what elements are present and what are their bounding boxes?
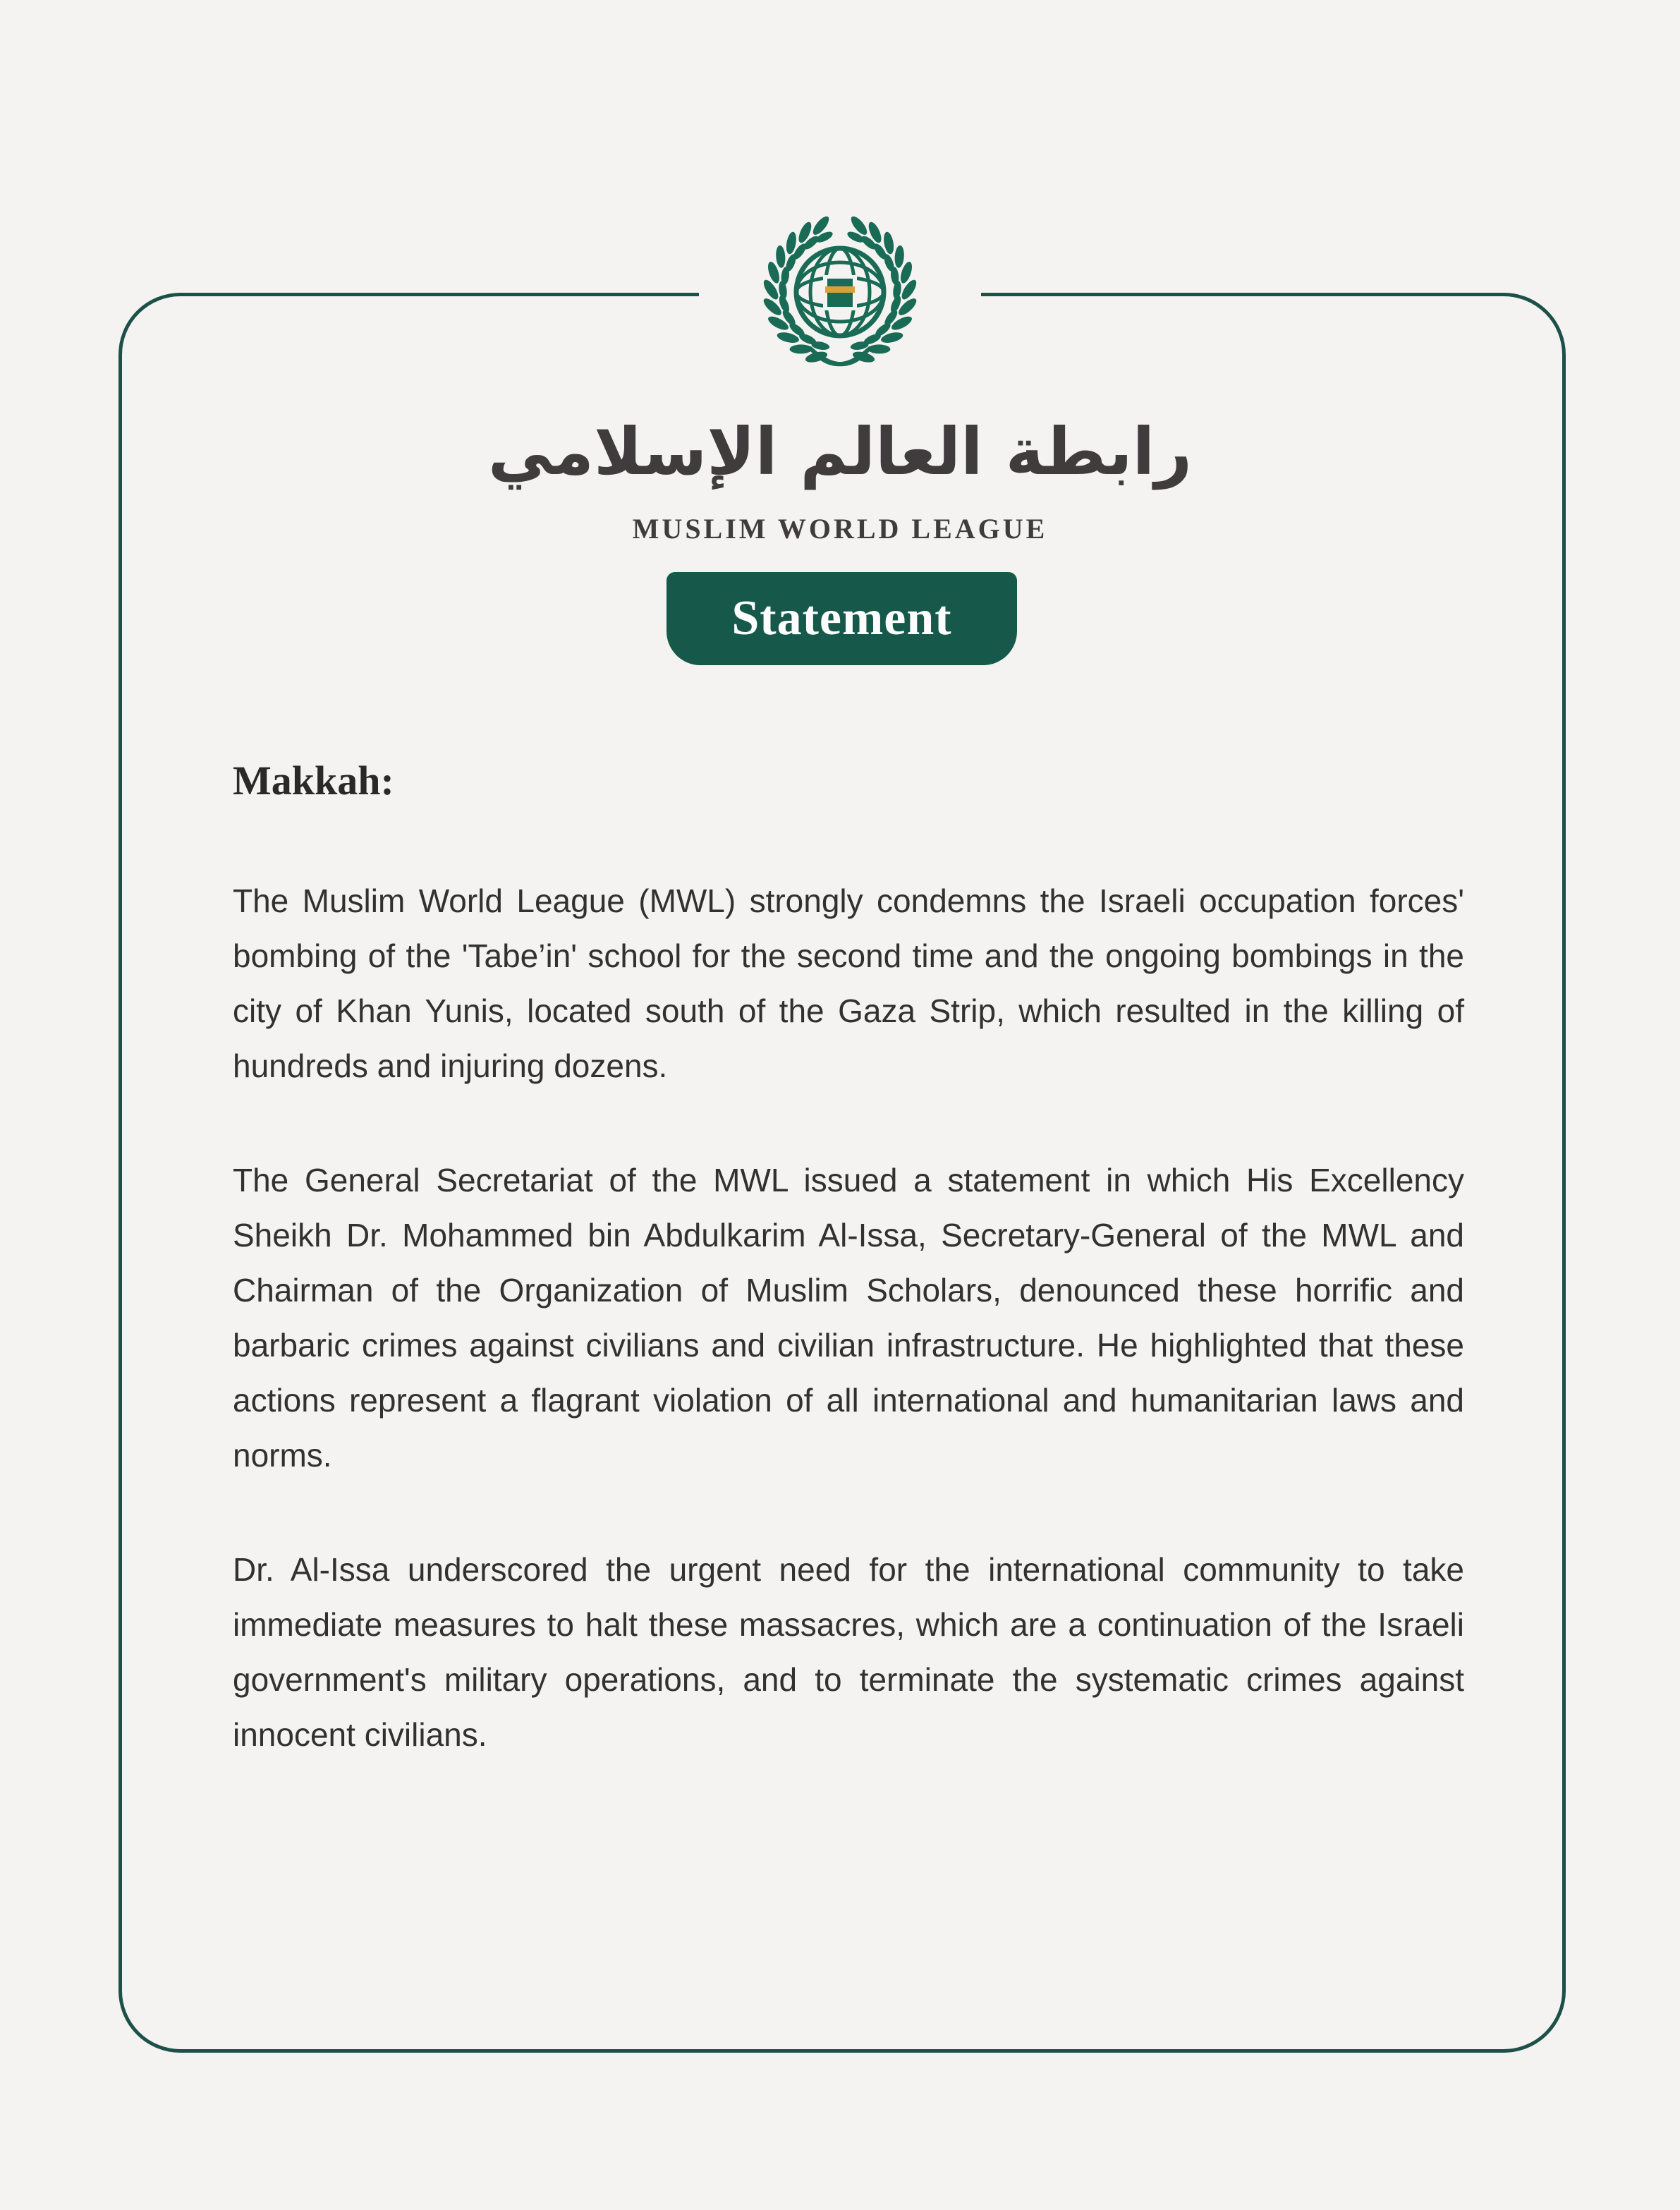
paragraph-secretariat: The General Secretariat of the MWL issued a statement in which His Excellency Sheikh Dr. Mohammed bin Abdulkarim Al-Issa, Secretary-General of the MWL and Chairman of the Organization of Muslim Scholars, denounced these horrific and barbaric crimes against civilians and civilian infrastructure. He highlighted that these actions represent a flagrant violation of all international and humanitarian laws and norms. [233,1162,1464,1474]
statement-badge [666,572,1017,665]
mwl-arabic-name: رابطة العالم الإسلامي [487,414,1193,490]
paragraph-condemnation: The Muslim World League (MWL) strongly condemns the Israeli occupation forces' bombing of the 'Tabe’in' school for the second time and the ongoing bombings in the city of Khan Yunis, located south of the Gaza Strip, which resulted in the killing of hundreds and injuring dozens. [233,882,1464,1084]
mwl-org-name: MUSLIM WORLD LEAGUE [632,513,1048,545]
statement-badge-label: Statement [731,591,952,645]
statement-body [233,756,1464,1762]
city-heading: Makkah: [233,758,394,803]
paragraph-call-to-action: Dr. Al-Issa underscored the urgent need for the international community to take immediate measures to halt these massacres, which are a continuation of the Israeli government's military operations, and to terminate the systematic crimes against innocent civilians. [233,1551,1464,1753]
kaaba-icon [823,275,857,310]
laurel-wreath-globe-icon [748,209,932,392]
